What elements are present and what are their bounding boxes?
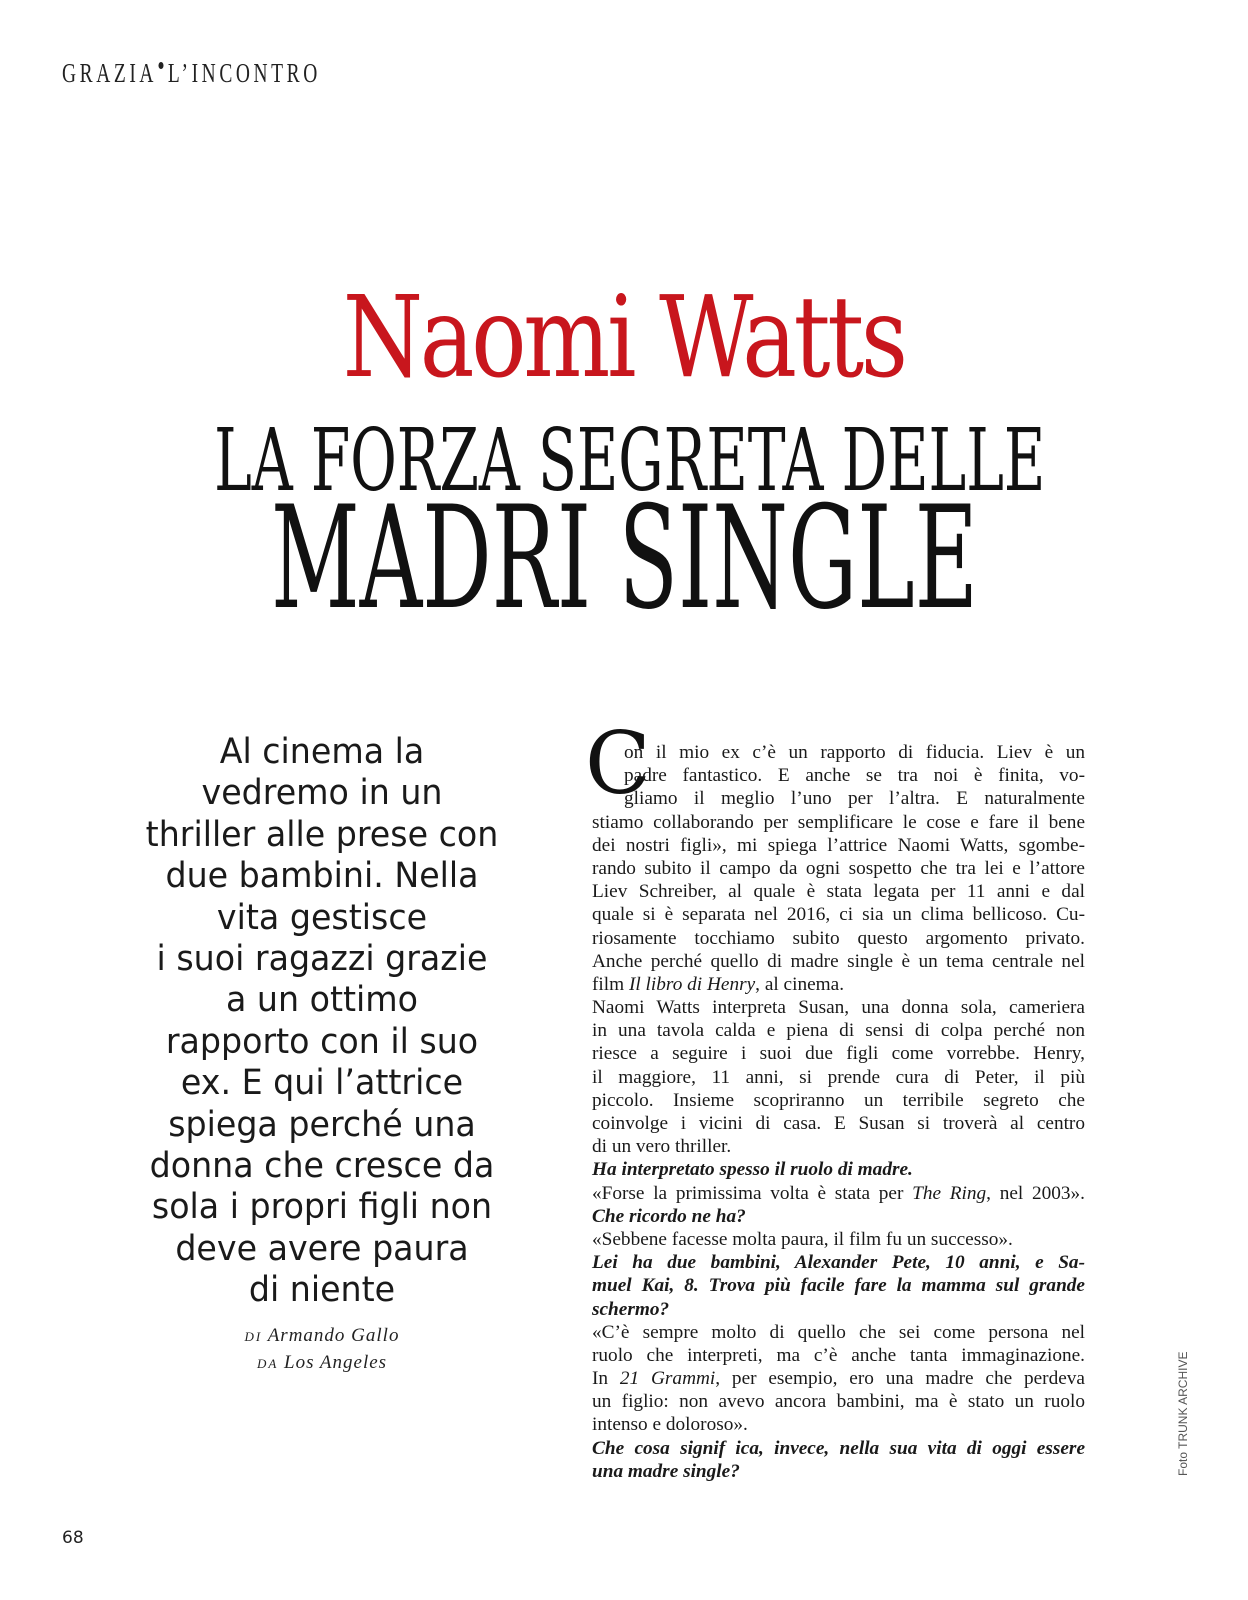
text-run: , per esempio, ero una madre che perdeva <box>715 1368 1085 1390</box>
text-run: «Forse la primissima volta è stata per <box>592 1182 913 1204</box>
standfirst-line: due bambini. Nella <box>165 856 479 897</box>
drop-cap: C <box>585 714 651 814</box>
article-line: Anche perché quello di madre single è un tema centrale nel <box>592 950 1085 972</box>
italic-title: The Ring <box>912 1182 987 1204</box>
text-run: In <box>592 1368 620 1390</box>
article-line: stiamo collaborando per semplificare le cose e fare il bene <box>592 811 1085 833</box>
byline-location: Los Angeles <box>284 1352 388 1373</box>
interview-question: Che cosa signif ica, invece, nella sua vita di oggi essere <box>592 1437 1085 1459</box>
italic-title: Il libro di Henry <box>628 973 756 995</box>
article-line: dei nostri figli», mi spiega l’attrice Naomi Watts, sgombe- <box>592 834 1085 856</box>
article-line: piccolo. Insieme scopriranno un terribile segreto che <box>592 1089 1085 1111</box>
text-run: , nel 2003». <box>986 1182 1085 1204</box>
photo-credit: Foto TRUNK ARCHIVE <box>1176 1351 1190 1476</box>
italic-title: 21 Grammi <box>619 1368 716 1390</box>
standfirst-line: deve avere paura <box>175 1228 469 1269</box>
section-label: L’INCONTRO <box>167 58 321 88</box>
article-line: rando subito il campo da ogni sospetto che tra lei e l’attore <box>592 857 1085 879</box>
article-line: un figlio: non avevo ancora bambini, ma è stato un ruolo <box>592 1391 1085 1413</box>
magazine-brand: GRAZIA <box>62 58 158 88</box>
byline <box>118 1323 526 1377</box>
article-line: riesce a seguire i suoi due figli come vorrebbe. Henry, <box>592 1043 1085 1065</box>
standfirst <box>118 732 526 1312</box>
interview-question: Lei ha due bambini, Alexander Pete, 10 anni, e Sa- <box>592 1252 1085 1274</box>
article-line: quale si è separata nel 2016, ci sia un clima bellicoso. Cu- <box>592 904 1085 926</box>
interview-question: muel Kai, 8. Trova più facile fare la mamma sul grande <box>592 1275 1085 1297</box>
bullet-icon <box>158 62 163 69</box>
standfirst-line: i suoi ragazzi grazie <box>156 939 488 980</box>
article-line: on il mio ex c’è un rapporto di fiducia. Liev è un <box>624 742 1085 763</box>
standfirst-line: thriller alle prese con <box>145 814 499 855</box>
standfirst-line: di niente <box>248 1270 396 1311</box>
article-line: gliamo il meglio l’uno per l’altra. E naturalmente <box>624 788 1085 810</box>
article-body <box>592 741 1085 1483</box>
standfirst-line: Al cinema la <box>219 732 425 772</box>
standfirst-line: vita gestisce <box>216 897 428 938</box>
article-line: intenso e doloroso». <box>592 1414 748 1436</box>
article-line: «Sebbene facesse molta paura, il film fu un successo». <box>592 1228 1013 1250</box>
article-line: padre fantastico. E anche se tra noi è finita, vo- <box>624 765 1085 787</box>
standfirst-line: donna che cresce da <box>149 1146 495 1187</box>
standfirst-line: a un ottimo <box>225 980 419 1021</box>
standfirst-line: spiega perché una <box>168 1104 476 1145</box>
text-run: , al cinema. <box>755 973 845 995</box>
article-line: Naomi Watts interpreta Susan, una donna sola, cameriera <box>592 997 1085 1019</box>
text-run: film <box>592 973 629 995</box>
headline-line-2: MADRI SINGLE <box>270 476 978 641</box>
byline-author: Armando Gallo <box>267 1325 400 1346</box>
interview-question: Ha interpretato spesso il ruolo di madre. <box>592 1159 913 1181</box>
article-line: in una tavola calda e piena di sensi di colpa perché non <box>592 1020 1085 1042</box>
standfirst-line: vedremo in un <box>201 773 443 814</box>
celebrity-name: Naomi Watts <box>342 273 906 403</box>
standfirst-line: ex. E qui l’attrice <box>180 1063 464 1104</box>
byline-from-prefix: DA <box>256 1356 279 1371</box>
article-line: «C’è sempre molto di quello che sei come persona nel <box>592 1321 1085 1343</box>
article-line <box>592 1182 1085 1205</box>
article-line <box>592 973 1085 996</box>
interview-question: schermo? <box>592 1298 670 1320</box>
article-line: il maggiore, 11 anni, si prende cura di Peter, il più <box>592 1066 1085 1088</box>
standfirst-line: rapporto con il suo <box>165 1021 479 1062</box>
article-line: Liev Schreiber, al quale è stata legata per 11 anni e dal <box>592 881 1085 903</box>
section-header <box>62 58 321 89</box>
article-line: di un vero thriller. <box>592 1136 732 1158</box>
standfirst-line: sola i propri figli non <box>151 1187 493 1228</box>
interview-question: Che ricordo ne ha? <box>592 1205 746 1227</box>
page-number: 68 <box>62 1528 84 1548</box>
headline-line-1: LA FORZA SEGRETA DELLE <box>214 411 1046 511</box>
interview-question: una madre single? <box>592 1460 740 1482</box>
article-line: riosamente tocchiamo subito questo argomento privato. <box>592 927 1085 949</box>
article-line: ruolo che interpreti, ma c’è anche tanta immaginazione. <box>592 1344 1085 1366</box>
byline-by-prefix: DI <box>244 1329 263 1344</box>
article-line: coinvolge i vicini di casa. E Susan si troverà al centro <box>592 1113 1085 1134</box>
article-line <box>592 1367 1085 1390</box>
